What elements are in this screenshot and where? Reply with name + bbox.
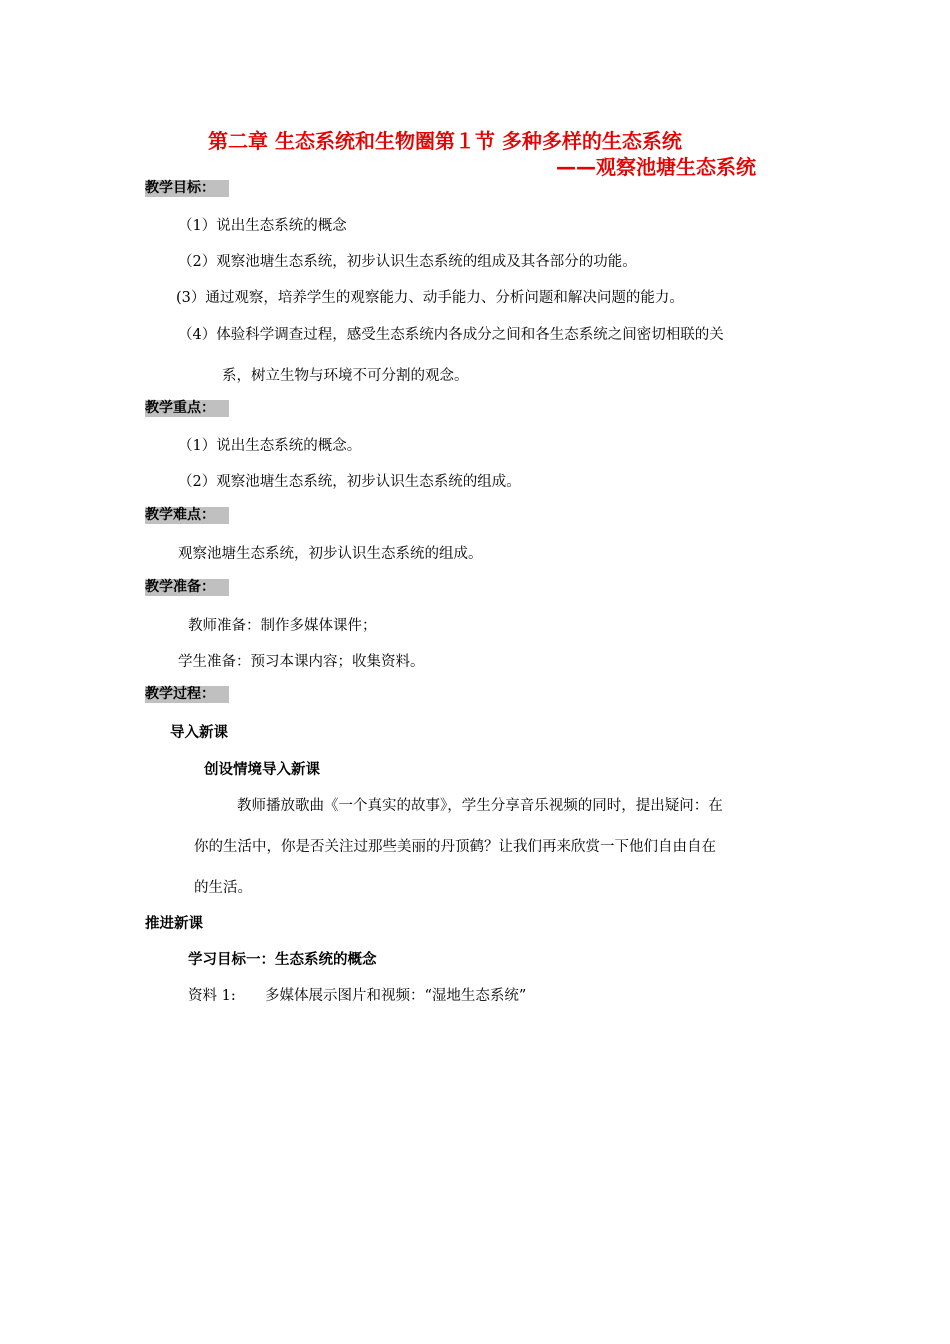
student-preparation: 学生准备：预习本课内容；收集资料。 xyxy=(178,654,425,670)
intro-heading: 导入新课 xyxy=(170,725,228,741)
objectives-heading: 教学目标： xyxy=(145,180,229,197)
material-1-label: 资料 1: xyxy=(188,988,236,1004)
intro-paragraph-line: 你的生活中，你是否关注过那些美丽的丹顶鹤？让我们再来欣赏一下他们自由自在 xyxy=(194,839,716,855)
process-heading: 教学过程： xyxy=(145,686,229,703)
intro-paragraph-line: 的生活。 xyxy=(194,880,252,896)
title-line-1: 第二章 生态系统和生物圈第１节 多种多样的生态系统 xyxy=(208,129,682,153)
objective-item: （4）体验科学调查过程，感受生态系统内各成分之间和各生态系统之间密切相联的关 xyxy=(178,327,724,343)
key-point-item: （1）说出生态系统的概念。 xyxy=(178,438,362,454)
key-point-item: （2）观察池塘生态系统，初步认识生态系统的组成。 xyxy=(178,474,521,490)
objective-item: （2）观察池塘生态系统，初步认识生态系统的组成及其各部分的功能。 xyxy=(178,254,637,270)
difficulties-text: 观察池塘生态系统，初步认识生态系统的组成。 xyxy=(178,546,483,562)
key-points-heading: 教学重点： xyxy=(145,400,229,417)
objective-item-continued: 系，树立生物与环境不可分割的观念。 xyxy=(222,368,469,384)
objective-item: (3）通过观察，培养学生的观察能力、动手能力、分析问题和解决问题的能力。 xyxy=(176,290,684,306)
title-line-2: ——观察池塘生态系统 xyxy=(556,155,756,179)
intro-paragraph-line: 教师播放歌曲《一个真实的故事》，学生分享音乐视频的同时，提出疑问：在 xyxy=(237,798,723,814)
material-1-text: 多媒体展示图片和视频：“湿地生态系统” xyxy=(265,988,527,1004)
teacher-preparation: 教师准备：制作多媒体课件； xyxy=(188,618,377,634)
objective-item: （1）说出生态系统的概念 xyxy=(178,218,347,234)
advance-heading: 推进新课 xyxy=(145,916,203,932)
preparation-heading: 教学准备： xyxy=(145,579,229,596)
difficulties-heading: 教学难点： xyxy=(145,507,229,524)
intro-subheading: 创设情境导入新课 xyxy=(204,762,320,778)
goal-1-heading: 学习目标一：生态系统的概念 xyxy=(188,952,377,968)
